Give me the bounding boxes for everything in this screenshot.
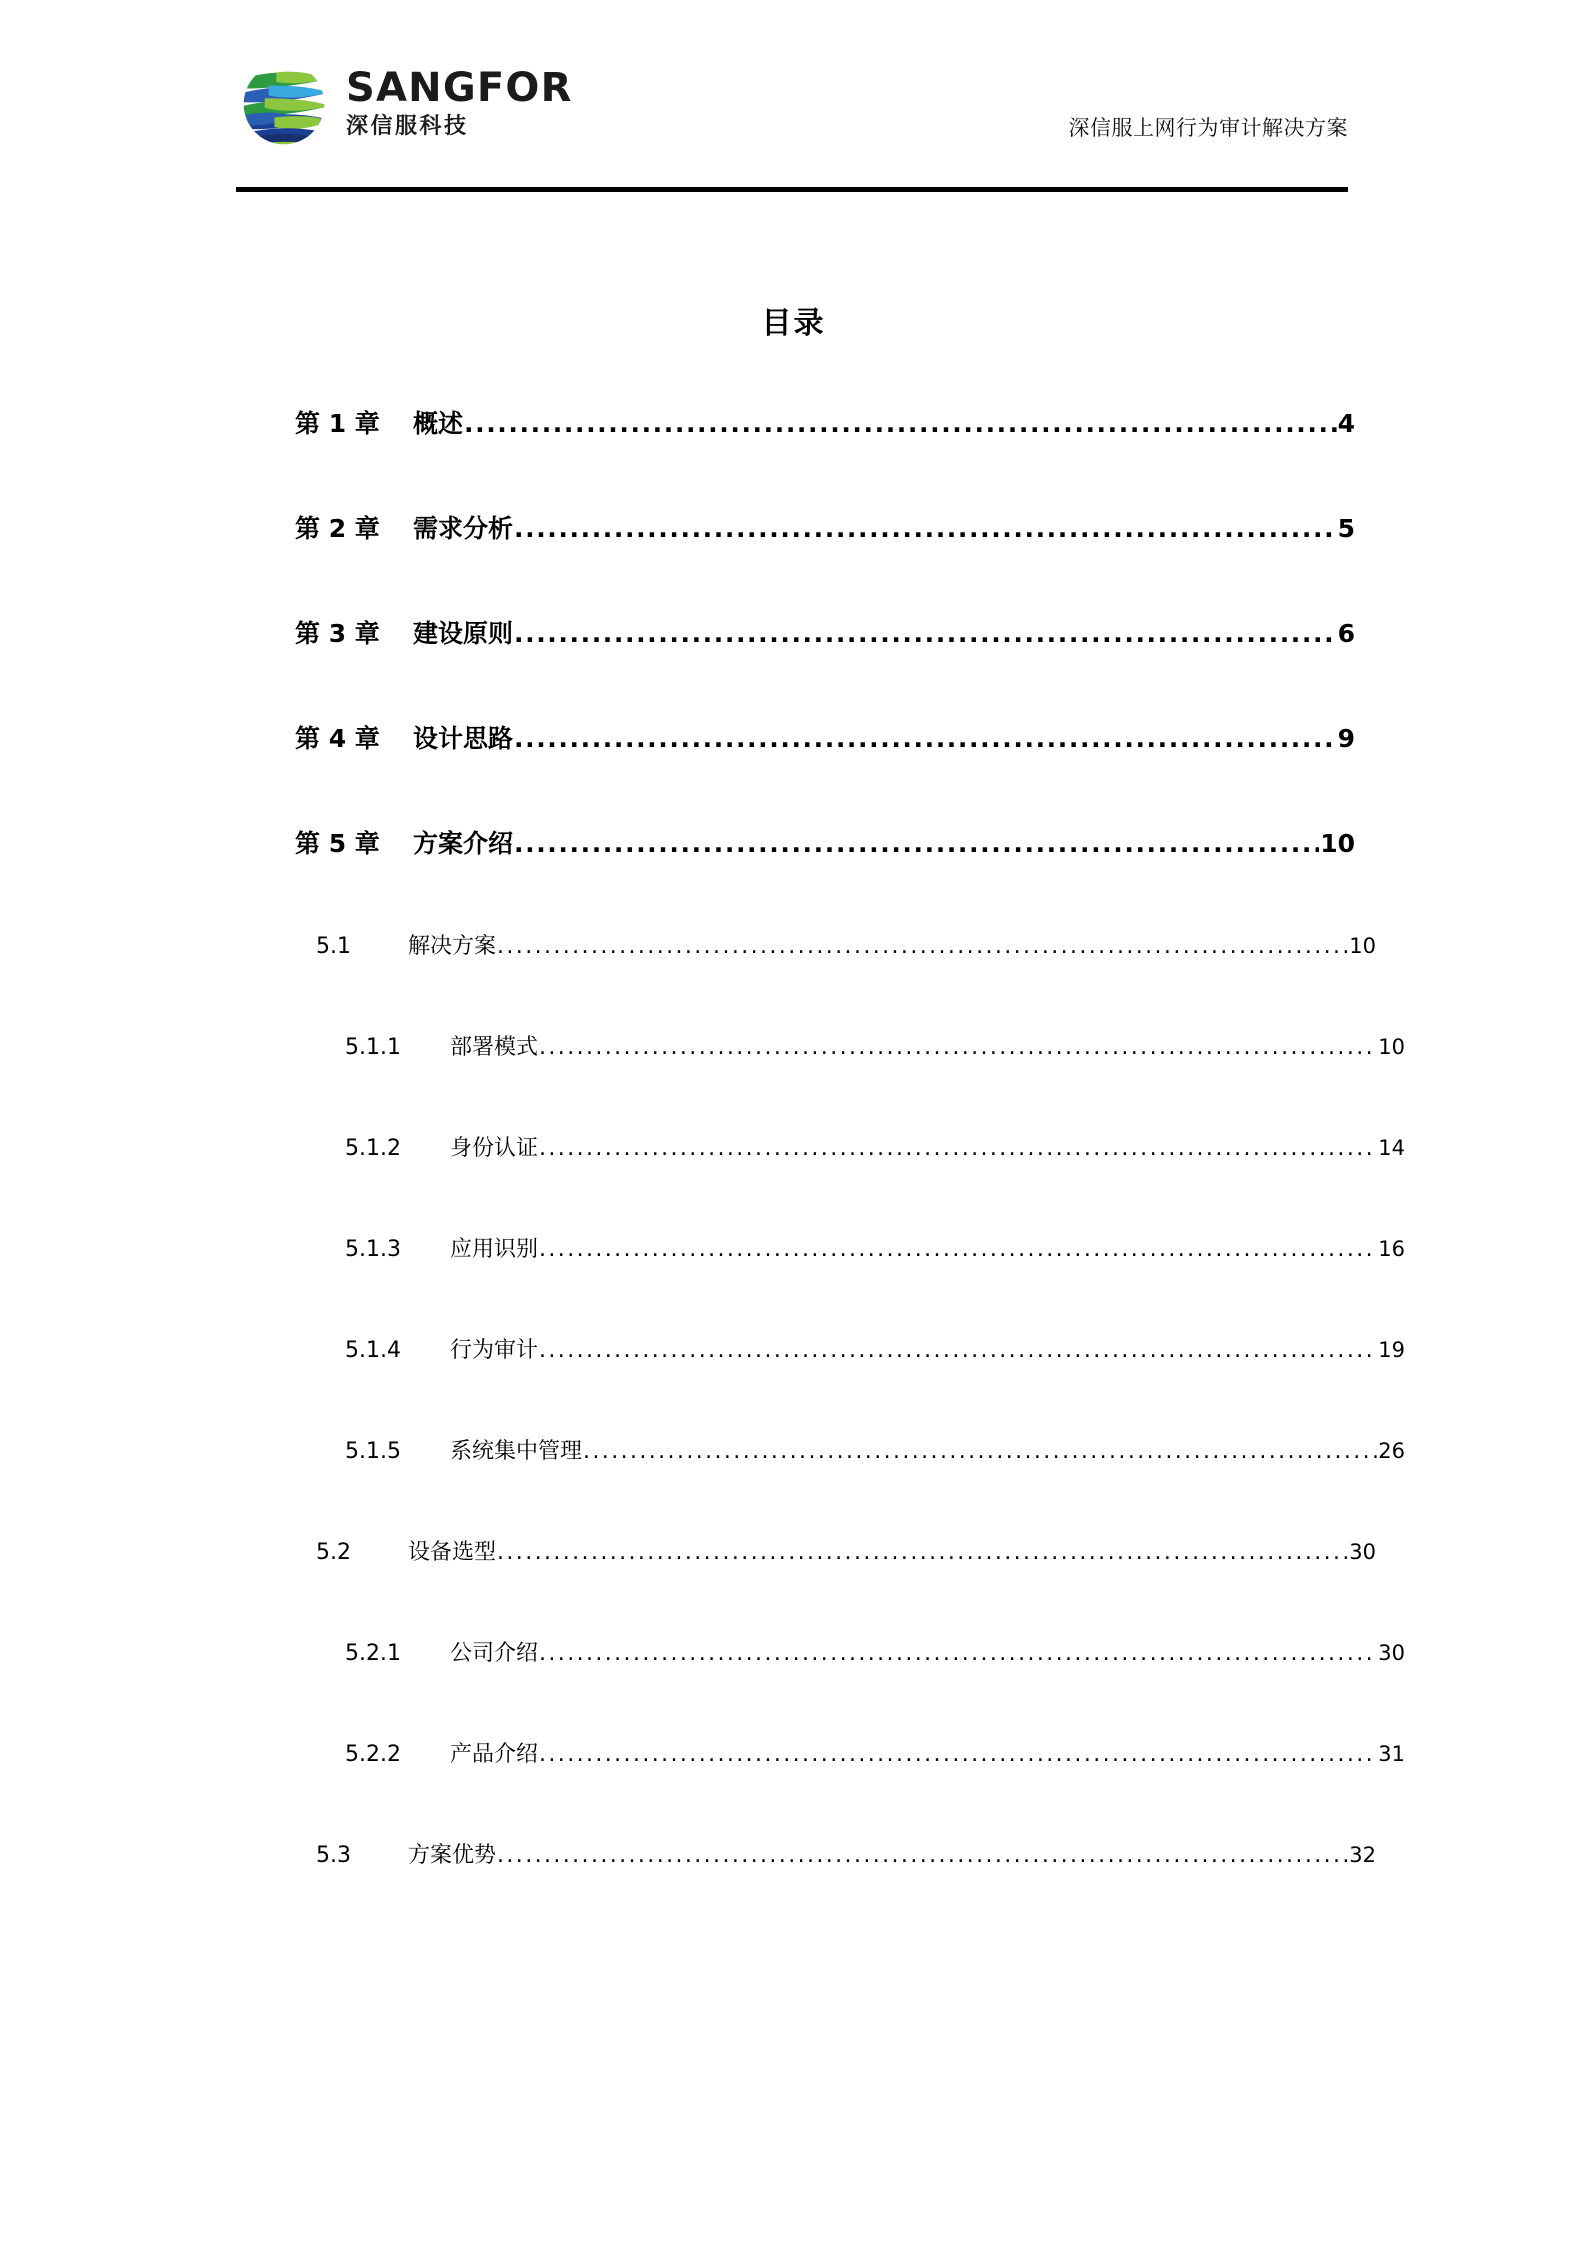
toc-entry-page-number: 9 [1337,724,1355,753]
toc-entry-number: 5.1.5 [345,1439,401,1464]
toc-entry[interactable] [345,1434,1405,1465]
logo-brand-cn: 深信服科技 [346,114,469,139]
toc-entry-page-number: 30 [1349,1540,1376,1564]
toc-entry[interactable] [316,929,1376,960]
toc-entry-label: 建设原则 [413,619,514,648]
logo-brand-en: SANGFOR [346,65,573,111]
toc-entry-label: 设备选型 [408,1540,497,1565]
toc-entry[interactable] [345,1333,1405,1364]
toc-entry-number: 第 3 章 [295,619,380,648]
toc-entry[interactable] [295,824,1355,860]
toc-entry-page-number: 4 [1337,409,1355,438]
sangfor-globe-logo-icon [236,56,332,152]
toc-leader-dots [514,829,1319,854]
header-document-title: 深信服上网行为审计解决方案 [1068,116,1348,140]
toc-entry-label: 行为审计 [450,1338,539,1363]
toc-entry-page-number: 10 [1320,829,1355,858]
toc-leader-dots [497,934,1348,956]
toc-entry-number: 第 5 章 [295,829,380,858]
toc-entry[interactable] [345,1636,1405,1667]
toc-entry[interactable] [295,719,1355,755]
toc-entry-number: 第 4 章 [295,724,380,753]
toc-leader-dots [539,1338,1377,1360]
toc-leader-dots [497,1843,1348,1865]
toc-entry-label: 公司介绍 [450,1641,539,1666]
toc-leader-dots [539,1035,1377,1057]
toc-entry-label: 产品介绍 [450,1742,539,1767]
toc-entry-label: 解决方案 [408,934,497,959]
toc-entry-label: 部署模式 [450,1035,539,1060]
toc-entry-number: 5.3 [316,1843,351,1868]
toc-entry[interactable] [295,509,1355,545]
toc-entry[interactable] [295,404,1355,440]
toc-entry-number: 第 2 章 [295,514,380,543]
toc-entry-number: 5.2.1 [345,1641,401,1666]
page-header [236,44,1348,194]
toc-leader-dots [514,514,1337,539]
toc-entry-label: 需求分析 [413,514,514,543]
page-title: 目录 [761,306,826,341]
toc-entry-number: 5.1.3 [345,1237,401,1262]
toc-entry-page-number: 14 [1378,1136,1405,1160]
toc-entry[interactable] [316,1838,1376,1869]
toc-entry[interactable] [316,1535,1376,1566]
toc-leader-dots [539,1136,1377,1158]
toc-leader-dots [539,1237,1377,1259]
toc-entry-label: 身份认证 [450,1136,539,1161]
toc-leader-dots [539,1742,1377,1764]
toc-leader-dots [497,1540,1348,1562]
toc-entry-label: 方案介绍 [413,829,514,858]
toc-entry-number: 第 1 章 [295,409,380,438]
toc-entry[interactable] [345,1232,1405,1263]
toc-leader-dots [583,1439,1377,1461]
toc-entry-number: 5.1.4 [345,1338,401,1363]
toc-entry-number: 5.1 [316,934,351,959]
toc-entry-number: 5.2 [316,1540,351,1565]
table-of-contents [295,404,1405,1869]
toc-entry-page-number: 30 [1378,1641,1405,1665]
toc-entry-page-number: 5 [1337,514,1355,543]
toc-entry[interactable] [345,1737,1405,1768]
toc-entry-label: 设计思路 [413,724,514,753]
toc-entry[interactable] [345,1131,1405,1162]
toc-entry-number: 5.1.2 [345,1136,401,1161]
toc-entry-page-number: 10 [1349,934,1376,958]
toc-entry-page-number: 32 [1349,1843,1376,1867]
logo-wordmark [346,65,573,140]
toc-entry-number: 5.2.2 [345,1742,401,1767]
toc-leader-dots [514,619,1337,644]
toc-entry-page-number: 10 [1378,1035,1405,1059]
toc-leader-dots [464,409,1337,434]
toc-leader-dots [539,1641,1377,1663]
toc-entry-page-number: 26 [1378,1439,1405,1463]
toc-entry-label: 应用识别 [450,1237,539,1262]
toc-entry-page-number: 6 [1337,619,1355,648]
toc-entry-label: 方案优势 [408,1843,497,1868]
toc-entry[interactable] [345,1030,1405,1061]
toc-entry[interactable] [295,614,1355,650]
toc-entry-page-number: 31 [1378,1742,1405,1766]
toc-entry-number: 5.1.1 [345,1035,401,1060]
toc-entry-page-number: 16 [1378,1237,1405,1261]
toc-entry-page-number: 19 [1378,1338,1405,1362]
toc-entry-label: 系统集中管理 [450,1439,583,1464]
toc-entry-label: 概述 [413,409,464,438]
header-divider [236,187,1348,192]
toc-leader-dots [514,724,1337,749]
sangfor-logo [236,56,573,152]
